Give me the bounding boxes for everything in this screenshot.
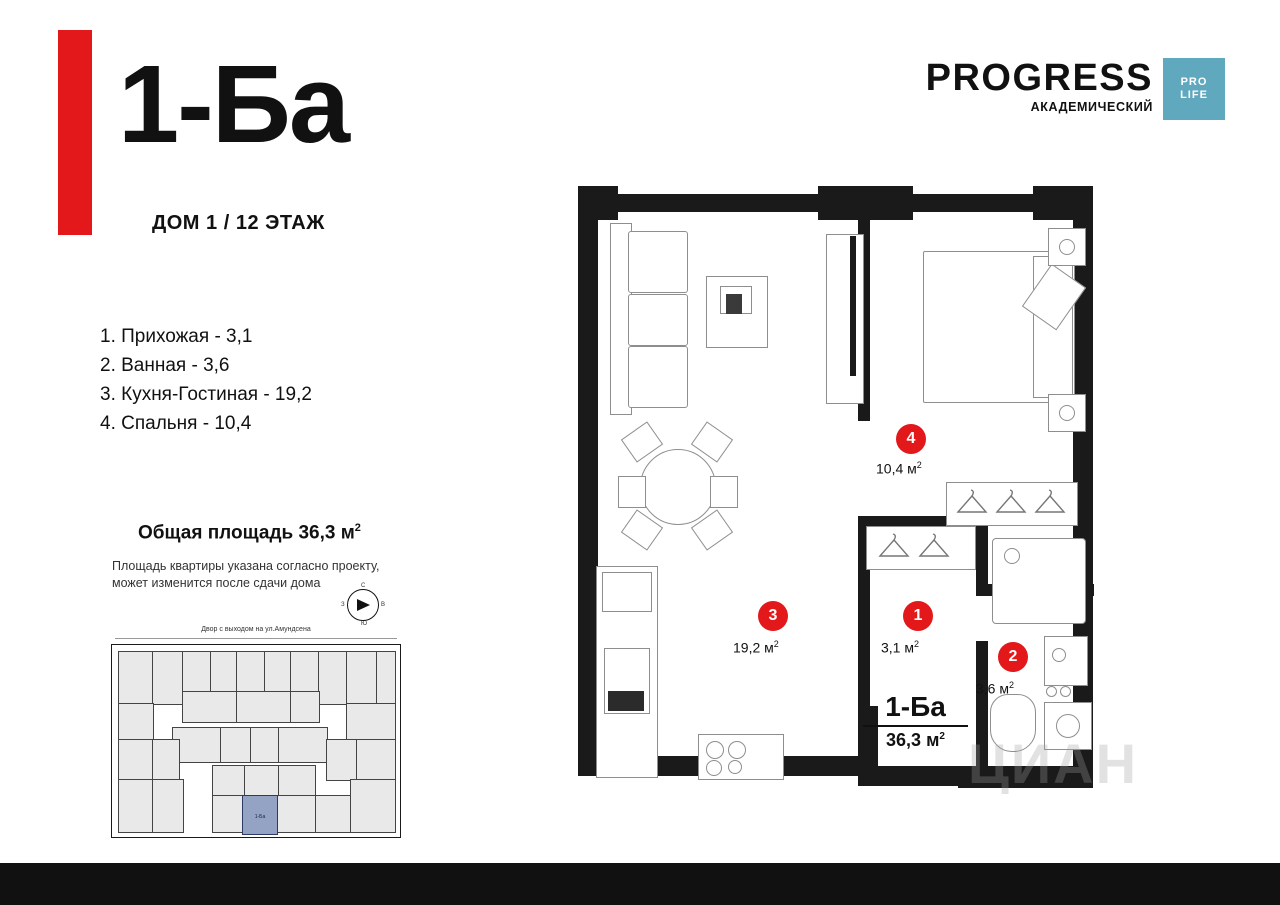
plan-summary-divider <box>863 725 968 727</box>
keyplan-unit <box>276 795 316 833</box>
wardrobe-door <box>850 236 856 376</box>
brand-logo-text <box>926 58 1153 114</box>
keyplan-core <box>278 727 328 763</box>
brand-name: PROGRESS <box>925 57 1153 99</box>
washing-machine-dial <box>1060 686 1071 697</box>
wall-left <box>578 220 598 776</box>
plan-summary-area <box>863 730 968 751</box>
kitchen-sink-drain <box>608 691 644 711</box>
accent-red-bar <box>58 30 92 235</box>
window-top-right <box>913 194 1038 212</box>
apartment-floorplan <box>578 186 1139 795</box>
prolife-badge-line1: PRO <box>1180 76 1208 88</box>
keyplan-unit <box>278 765 316 797</box>
total-area <box>138 522 361 544</box>
washing-machine-door <box>1056 714 1080 738</box>
washbasin-tap <box>1052 648 1066 662</box>
keyplan-unit <box>182 651 212 693</box>
plan-summary-area-value: 36,3 м <box>886 730 940 750</box>
bathtub-drain <box>1004 548 1020 564</box>
window-top-left <box>618 194 818 212</box>
room-area-2-unit: 2 <box>1008 680 1014 690</box>
keyplan-highlighted-unit[interactable] <box>242 795 278 835</box>
floor-keyplan <box>111 626 401 840</box>
stove-burner <box>706 760 722 776</box>
room-marker-4[interactable]: 4 <box>896 424 926 454</box>
room-area-2 <box>976 680 1014 697</box>
hanger-icon <box>952 488 1076 518</box>
dining-table <box>640 449 716 525</box>
nightstand-lamp <box>1059 405 1075 421</box>
keyplan-unit <box>212 765 246 797</box>
keyplan-unit <box>118 703 154 741</box>
washing-machine-dial <box>1046 686 1057 697</box>
keyplan-unit <box>152 739 180 781</box>
partition-bath-side <box>976 641 988 786</box>
kitchen-cabinet <box>602 572 652 612</box>
keyplan-unit <box>118 739 154 781</box>
compass-needle <box>357 599 370 611</box>
keyplan-unit <box>326 739 358 781</box>
keyplan-unit <box>236 651 266 693</box>
keyplan-unit <box>314 795 352 833</box>
hanger-icon <box>872 532 968 562</box>
brand-logo <box>926 58 1225 120</box>
keyplan-unit <box>118 779 154 833</box>
keyplan-outline <box>111 644 401 838</box>
room-area-4 <box>876 460 922 477</box>
sofa-seat <box>628 346 688 408</box>
room-area-1-unit: 2 <box>913 639 919 649</box>
toilet <box>990 694 1036 752</box>
area-disclaimer-line2: может изменится после сдачи дома <box>112 576 321 590</box>
keyplan-unit <box>318 651 348 705</box>
watermark: ЦИАН <box>968 732 1139 795</box>
room-area-4-value: 10,4 м <box>876 460 917 477</box>
stove-burner <box>706 741 724 759</box>
keyplan-unit <box>152 651 184 705</box>
keyplan-highlight-name: 1-Ба <box>254 814 266 820</box>
room-marker-1[interactable]: 1 <box>903 601 933 631</box>
room-area-1 <box>881 639 919 656</box>
dining-chair <box>710 476 738 508</box>
compass-icon <box>341 583 385 627</box>
keyplan-unit <box>244 765 280 797</box>
room-list <box>100 322 312 438</box>
wall-segment <box>1033 186 1093 220</box>
room-area-3-unit: 2 <box>773 639 779 649</box>
room-list-item: 4. Спальня - 10,4 <box>100 413 252 434</box>
sofa-seat <box>628 231 688 293</box>
nightstand-lamp <box>1059 239 1075 255</box>
keyplan-unit <box>210 651 238 693</box>
keyplan-unit <box>236 691 292 723</box>
total-area-unit: 2 <box>354 522 361 534</box>
page-title: 1-Ба <box>118 43 349 166</box>
compass-label-west: З <box>341 602 345 608</box>
room-area-4-unit: 2 <box>916 460 922 470</box>
keyplan-unit <box>350 779 396 833</box>
page-subtitle: ДОМ 1 / 12 ЭТАЖ <box>152 212 325 234</box>
room-area-2-value: 3,6 м <box>976 680 1009 697</box>
total-area-label: Общая площадь 36,3 м <box>138 522 355 544</box>
keyplan-core <box>250 727 280 763</box>
keyplan-unit <box>346 651 378 705</box>
room-marker-3[interactable]: 3 <box>758 601 788 631</box>
keyplan-unit <box>118 651 154 705</box>
keyplan-unit <box>346 703 396 741</box>
compass-label-north: С <box>361 583 366 589</box>
compass-label-south: Ю <box>361 621 368 627</box>
keyplan-unit <box>264 651 292 693</box>
wall-segment <box>578 186 618 220</box>
room-marker-2[interactable]: 2 <box>998 642 1028 672</box>
sofa-seat <box>628 294 688 346</box>
stove-burner <box>728 760 742 774</box>
keyplan-unit <box>182 691 238 723</box>
washbasin <box>1044 636 1088 686</box>
keyplan-yard-label: Двор с выходом на ул.Амундсена <box>201 626 311 633</box>
dining-chair <box>618 476 646 508</box>
room-area-3 <box>733 639 779 656</box>
tv-panel <box>726 294 742 314</box>
prolife-badge-line2: LIFE <box>1180 89 1208 101</box>
room-area-3-value: 19,2 м <box>733 639 774 656</box>
prolife-badge <box>1163 58 1225 120</box>
room-list-item: 2. Ванная - 3,6 <box>100 355 230 376</box>
plan-summary <box>863 691 968 751</box>
room-area-1-value: 3,1 м <box>881 639 914 656</box>
footer-bar <box>0 863 1280 905</box>
plan-summary-area-unit: 2 <box>939 731 945 742</box>
compass-label-east: В <box>380 602 385 608</box>
keyplan-core <box>220 727 252 763</box>
plan-summary-name: 1-Ба <box>885 691 946 722</box>
brand-tagline: АКАДЕМИЧЕСКИЙ <box>1030 100 1153 114</box>
keyplan-unit <box>152 779 184 833</box>
room-list-item: 1. Прихожая - 3,1 <box>100 326 253 347</box>
room-list-item: 3. Кухня-Гостиная - 19,2 <box>100 384 312 405</box>
keyplan-unit <box>290 691 320 723</box>
keyplan-yard-line <box>115 638 397 639</box>
stove-burner <box>728 741 746 759</box>
area-disclaimer-line1: Площадь квартиры указана согласно проекту, <box>112 559 380 573</box>
wardrobe <box>826 234 864 404</box>
keyplan-unit <box>212 795 244 833</box>
keyplan-unit <box>356 739 396 781</box>
keyplan-unit <box>290 651 320 693</box>
keyplan-unit <box>376 651 396 705</box>
